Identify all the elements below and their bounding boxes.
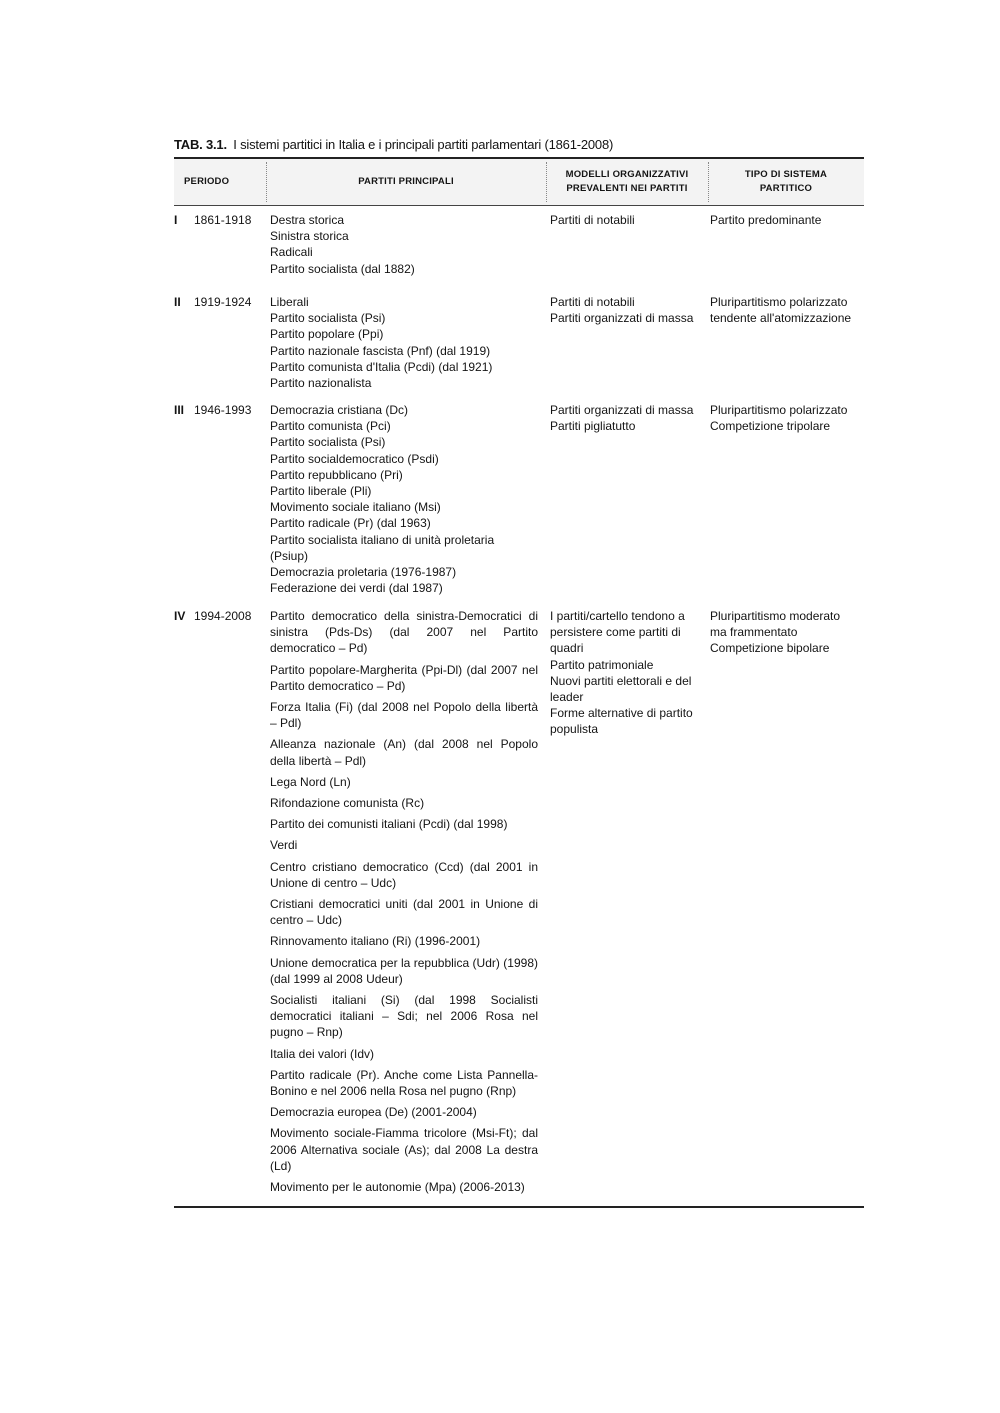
row-period: 1919-1924 [194,295,252,309]
system-entry: Pluripartitismo polarizzato [710,295,848,309]
header-divider [546,162,547,202]
party-entry: Democrazia proletaria (1976-1987) [270,565,457,580]
party-entry: Partito popolare (Ppi) [270,327,384,342]
party-systems-table [174,157,864,1208]
party-entry: Partito socialista (dal 1882) [270,261,415,276]
party-entry: Cristiani democratici uniti (dal 2001 in Unione di centro – Udc) [270,897,538,928]
header-tipo-line2: PARTITICO [759,183,813,194]
system-entry: Pluripartitismo moderato [710,609,841,623]
system-entry: Pluripartitismo polarizzato [710,403,848,417]
party-entry: Partito nazionale fascista (Pnf) (dal 1919) [270,343,491,358]
table-caption [174,137,864,152]
row-parties [270,608,538,1195]
row-models [550,608,702,738]
party-entry: Socialisti italiani (Si) (dal 1998 Socialisti democratici italiani – Sdi; nel 2006 Rosa nel pugno – Rnp) [270,993,538,1040]
header-modelli [546,159,708,205]
table-row [174,402,864,608]
party-entry: (Psiup) [270,548,309,563]
party-entry: Partito radicale (Pr). Anche come Lista Pannella-Bonino e nel 2006 nella Rosa nel pugno (Rnp) [270,1067,538,1099]
row-parties [270,402,538,596]
party-entry: Partito radicale (Pr) (dal 1963) [270,516,431,531]
header-tipo [708,159,864,205]
header-divider [266,162,267,202]
party-entry: Partito repubblicano (Pri) [270,467,403,482]
row-number: III [174,403,185,417]
system-entry: tendente all'atomizzazione [710,311,852,326]
model-entry: Partito patrimoniale [550,657,654,672]
party-entry: Democrazia cristiana (Dc) [270,403,409,417]
party-entry: Federazione dei verdi (dal 1987) [270,581,443,596]
party-entry: Rinnovamento italiano (Ri) (1996-2001) [270,934,481,949]
party-entry: Partito socialista (Psi) [270,435,386,450]
row-system [710,608,864,657]
row-system [710,402,864,434]
table-row [174,608,864,1206]
system-entry: ma frammentato [710,625,798,640]
model-entry: Partiti di notabili [550,213,635,227]
party-entry: Verdi [270,838,298,853]
party-entry: Partito democratico della sinistra-Democratici di sinistra (Pds-Ds) (dal 2007 nel Partito democratico – Pd) [270,609,538,656]
row-system [710,294,864,326]
row-period: 1861-1918 [194,213,252,227]
model-entry: Partiti di notabili [550,295,635,309]
row-period: 1994-2008 [194,609,252,623]
header-periodo: PERIODO [184,176,230,187]
table-row [174,294,864,402]
row-models [550,212,702,228]
party-entry: Sinistra storica [270,229,349,244]
system-entry: Competizione tripolare [710,419,831,434]
row-period: 1946-1993 [194,403,252,417]
party-entry: Movimento sociale italiano (Msi) [270,500,441,515]
party-entry: Liberali [270,295,309,309]
row-number: I [174,213,178,227]
header-divider [708,162,709,202]
party-entry: Partito comunista d'Italia (Pcdi) (dal 1921) [270,359,493,374]
party-entry: Partito popolare-Margherita (Ppi-Dl) (dal 2007 nel Partito democratico – Pd) [270,662,538,693]
party-entry: Partito socialista italiano di unità proletaria [270,532,495,547]
party-entry: Movimento sociale-Fiamma tricolore (Msi-Ft); dal 2006 Alternativa sociale (As); dal 2008 La destra (Ld) [270,1126,538,1173]
party-entry: Unione democratica per la repubblica (Udr) (1998) (dal 1999 al 2008 Udeur) [270,955,538,986]
table-row [174,212,864,294]
party-entry: Italia dei valori (Idv) [270,1046,375,1061]
row-models [550,294,702,326]
header-partiti: PARTITI PRINCIPALI [358,176,454,187]
row-parties [270,294,538,391]
party-entry: Democrazia europea (De) (2001-2004) [270,1105,477,1120]
party-entry: Partito comunista (Pci) [270,419,391,434]
table-header [174,159,864,206]
header-modelli-line2: PREVALENTI NEI PARTITI [566,183,688,194]
party-entry: Destra storica [270,213,345,227]
row-models [550,402,702,434]
party-entry: Lega Nord (Ln) [270,774,351,789]
model-entry: Nuovi partiti elettorali e del leader [550,673,692,705]
party-entry: Rifondazione comunista (Rc) [270,796,425,811]
party-entry: Partito dei comunisti italiani (Pcdi) (dal 1998) [270,817,508,832]
system-entry: Competizione bipolare [710,641,830,656]
party-entry: Movimento per le autonomie (Mpa) (2006-2013) [270,1180,525,1195]
model-entry: I partiti/cartello tendono a persistere come partiti di quadri [550,609,685,656]
party-entry: Centro cristiano democratico (Ccd) (dal 2001 in Unione di centro – Udc) [270,859,538,890]
party-entry: Radicali [270,245,313,260]
row-number: IV [174,609,186,623]
row-system [710,212,864,228]
party-entry: Forza Italia (Fi) (dal 2008 nel Popolo della libertà – Pdl) [270,700,538,731]
model-entry: Partiti organizzati di massa [550,403,694,417]
party-entry: Alleanza nazionale (An) (dal 2008 nel Popolo della libertà – Pdl) [270,737,538,768]
header-tipo-line1: TIPO DI SISTEMA [744,169,828,180]
party-entry: Partito socialdemocratico (Psdi) [270,451,439,466]
model-entry: Forme alternative di partito populista [550,706,693,737]
party-entry: Partito socialista (Psi) [270,311,386,326]
party-entry: Partito nazionalista [270,376,372,391]
table-caption-label: TAB. 3.1. [174,137,227,152]
row-number: II [174,295,181,309]
header-modelli-line1: MODELLI ORGANIZZATIVI [565,169,689,180]
table-caption-text: I sistemi partitici in Italia e i principali partiti parlamentari (1861-2008) [233,137,614,152]
model-entry: Partiti pigliatutto [550,419,636,434]
system-entry: Partito predominante [710,213,822,227]
party-entry: Partito liberale (Pli) [270,484,372,499]
row-parties [270,212,538,277]
model-entry: Partiti organizzati di massa [550,311,694,326]
